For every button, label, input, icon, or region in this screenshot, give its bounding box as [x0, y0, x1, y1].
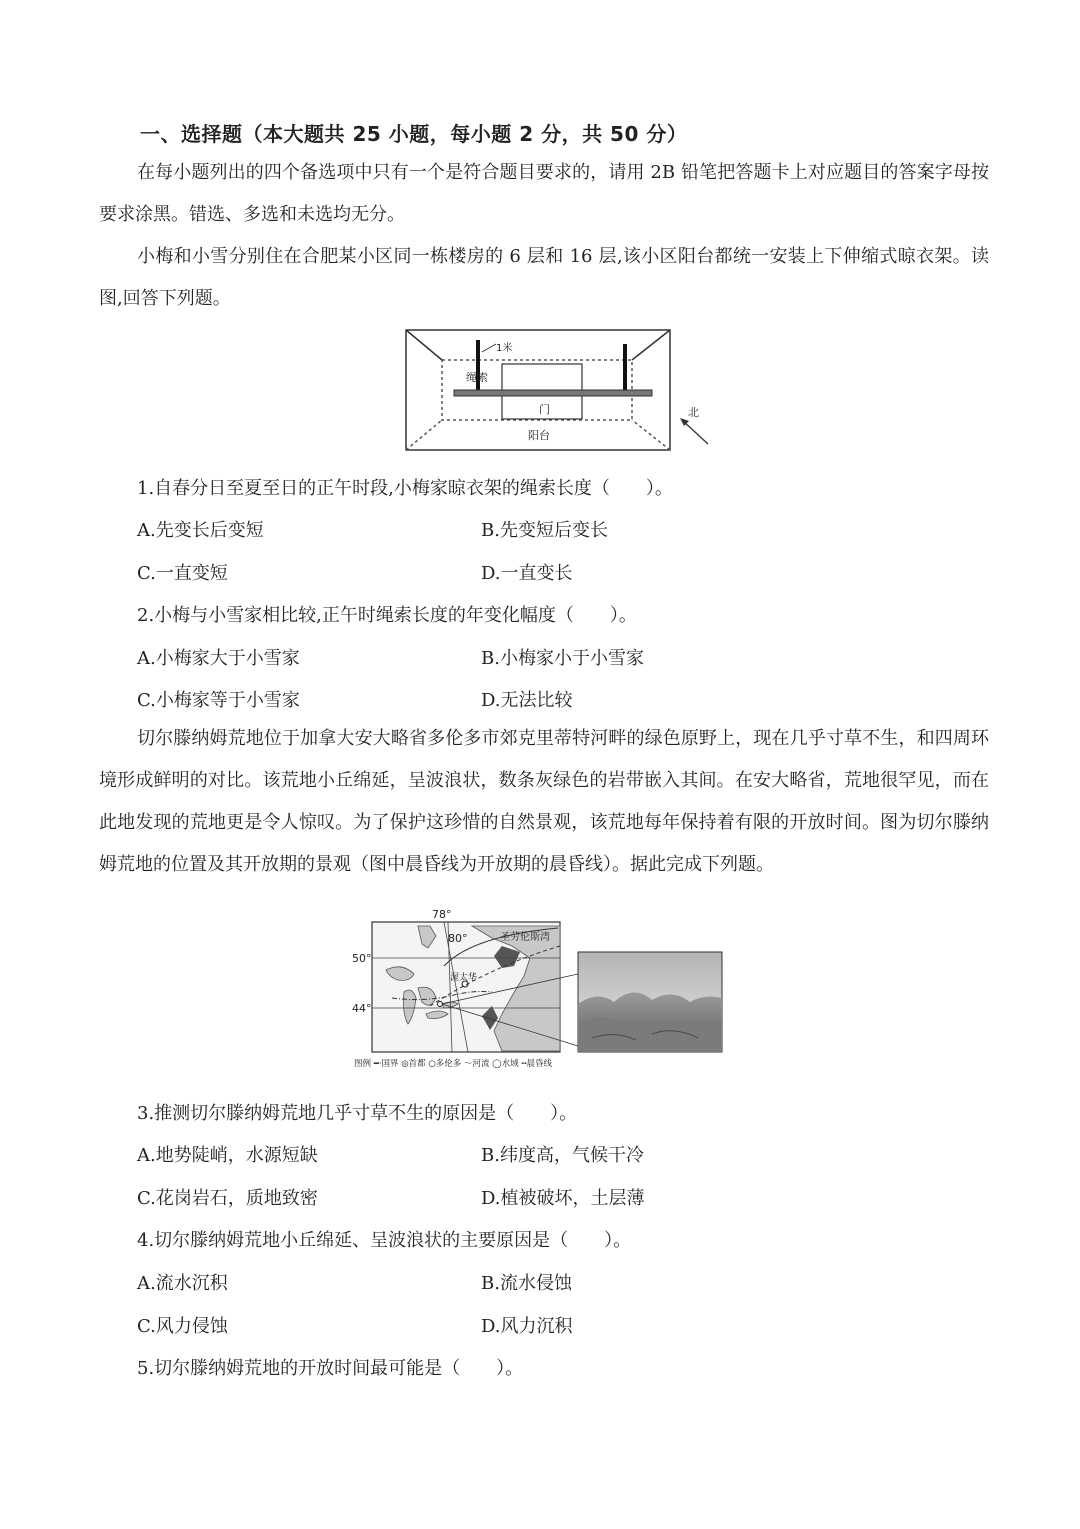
- q1-option-b[interactable]: B.先变短后变长: [481, 520, 608, 541]
- q4-option-a[interactable]: A.流水沉积: [137, 1273, 228, 1294]
- badlands-photo: [578, 952, 722, 1052]
- section-instructions: 在每小题列出的四个备选项中只有一个是符合题目要求的，请用 2B 铅笔把答题卡上对应题目的答案字母按要求涂黑。错选、多选和未选均无分。: [99, 162, 989, 225]
- location-map-figure: [352, 906, 732, 1072]
- intro-paragraph-1: 小梅和小雪分别住在合肥某小区同一栋楼房的 6 层和 16 层,该小区阳台都统一安装上下伸缩式晾衣架。读图,回答下列题。: [99, 246, 989, 309]
- lat-50-label: 50°: [352, 952, 372, 965]
- right-pole: [623, 344, 627, 396]
- st-lawrence-label: 圣劳伦斯湾: [500, 932, 550, 943]
- label-north: 北: [688, 406, 699, 419]
- q2-option-d[interactable]: D.无法比较: [481, 690, 573, 711]
- question-5-stem: 5.切尔滕纳姆荒地的开放时间最可能是（ ）。: [137, 1358, 524, 1379]
- intro-paragraph-2: 切尔滕纳姆荒地位于加拿大安大略省多伦多市郊克里蒂特河畔的绿色原野上，现在几乎寸草不生，和四周环境形成鲜明的对比。该荒地小丘绵延，呈波浪状，数条灰绿色的岩带嵌入其间。在安大略省，荒地很罕见，而在此地发现的荒地更是令人惊叹。为了保护这珍惜的自然景观，该荒地每年保持着有限的开放时间。图为切尔滕纳姆荒地的位置及其开放期的景观（图中晨昏线为开放期的晨昏线）。据此完成下列题。: [99, 728, 989, 875]
- label-balcony: 阳台: [528, 429, 550, 442]
- q2-option-a[interactable]: A.小梅家大于小雪家: [137, 648, 300, 669]
- label-rope: 绳索: [466, 371, 488, 384]
- lat-44-label: 44°: [352, 1002, 372, 1015]
- q4-option-d[interactable]: D.风力沉积: [481, 1316, 573, 1337]
- q1-option-c[interactable]: C.一直变短: [137, 563, 228, 584]
- q3-option-c[interactable]: C.花岗岩石，质地致密: [137, 1188, 318, 1209]
- label-door: 门: [539, 403, 550, 416]
- q1-option-d[interactable]: D.一直变长: [481, 563, 573, 584]
- q4-option-b[interactable]: B.流水侵蚀: [481, 1273, 572, 1294]
- left-pole: [476, 340, 480, 396]
- drying-rack-bar: [454, 390, 652, 396]
- q2-option-c[interactable]: C.小梅家等于小雪家: [137, 690, 300, 711]
- question-4-stem: 4.切尔滕纳姆荒地小丘绵延、呈波浪状的主要原因是（ ）。: [137, 1230, 632, 1251]
- lon-78-label: 78°: [432, 908, 452, 921]
- balcony-diagram: [400, 326, 720, 458]
- ottawa-label: 渥太华: [450, 973, 478, 983]
- map-legend: 图例 ━·国界 ◎首都 ○多伦多 ～河流 ◯水域 ┅晨昏线: [354, 1059, 552, 1069]
- question-1-stem: 1.自春分日至夏至日的正午时段,小梅家晾衣架的绳索长度（ ）。: [137, 478, 673, 499]
- q3-option-d[interactable]: D.植被破坏，土层薄: [481, 1188, 645, 1209]
- q4-option-c[interactable]: C.风力侵蚀: [137, 1316, 228, 1337]
- q3-option-b[interactable]: B.纬度高，气候干冷: [481, 1145, 644, 1166]
- lon-80-label: 80°: [448, 932, 468, 945]
- question-3-stem: 3.推测切尔滕纳姆荒地几乎寸草不生的原因是（ ）。: [137, 1103, 578, 1124]
- label-1m: 1米: [496, 343, 513, 354]
- section-title: 一、选择题（本大题共 25 小题，每小题 2 分，共 50 分）: [140, 122, 688, 146]
- question-2-stem: 2.小梅与小雪家相比较,正午时绳索长度的年变化幅度（ ）。: [137, 605, 637, 626]
- q2-option-b[interactable]: B.小梅家小于小雪家: [481, 648, 644, 669]
- q1-option-a[interactable]: A.先变长后变短: [137, 520, 264, 541]
- q3-option-a[interactable]: A.地势陡峭，水源短缺: [137, 1145, 318, 1166]
